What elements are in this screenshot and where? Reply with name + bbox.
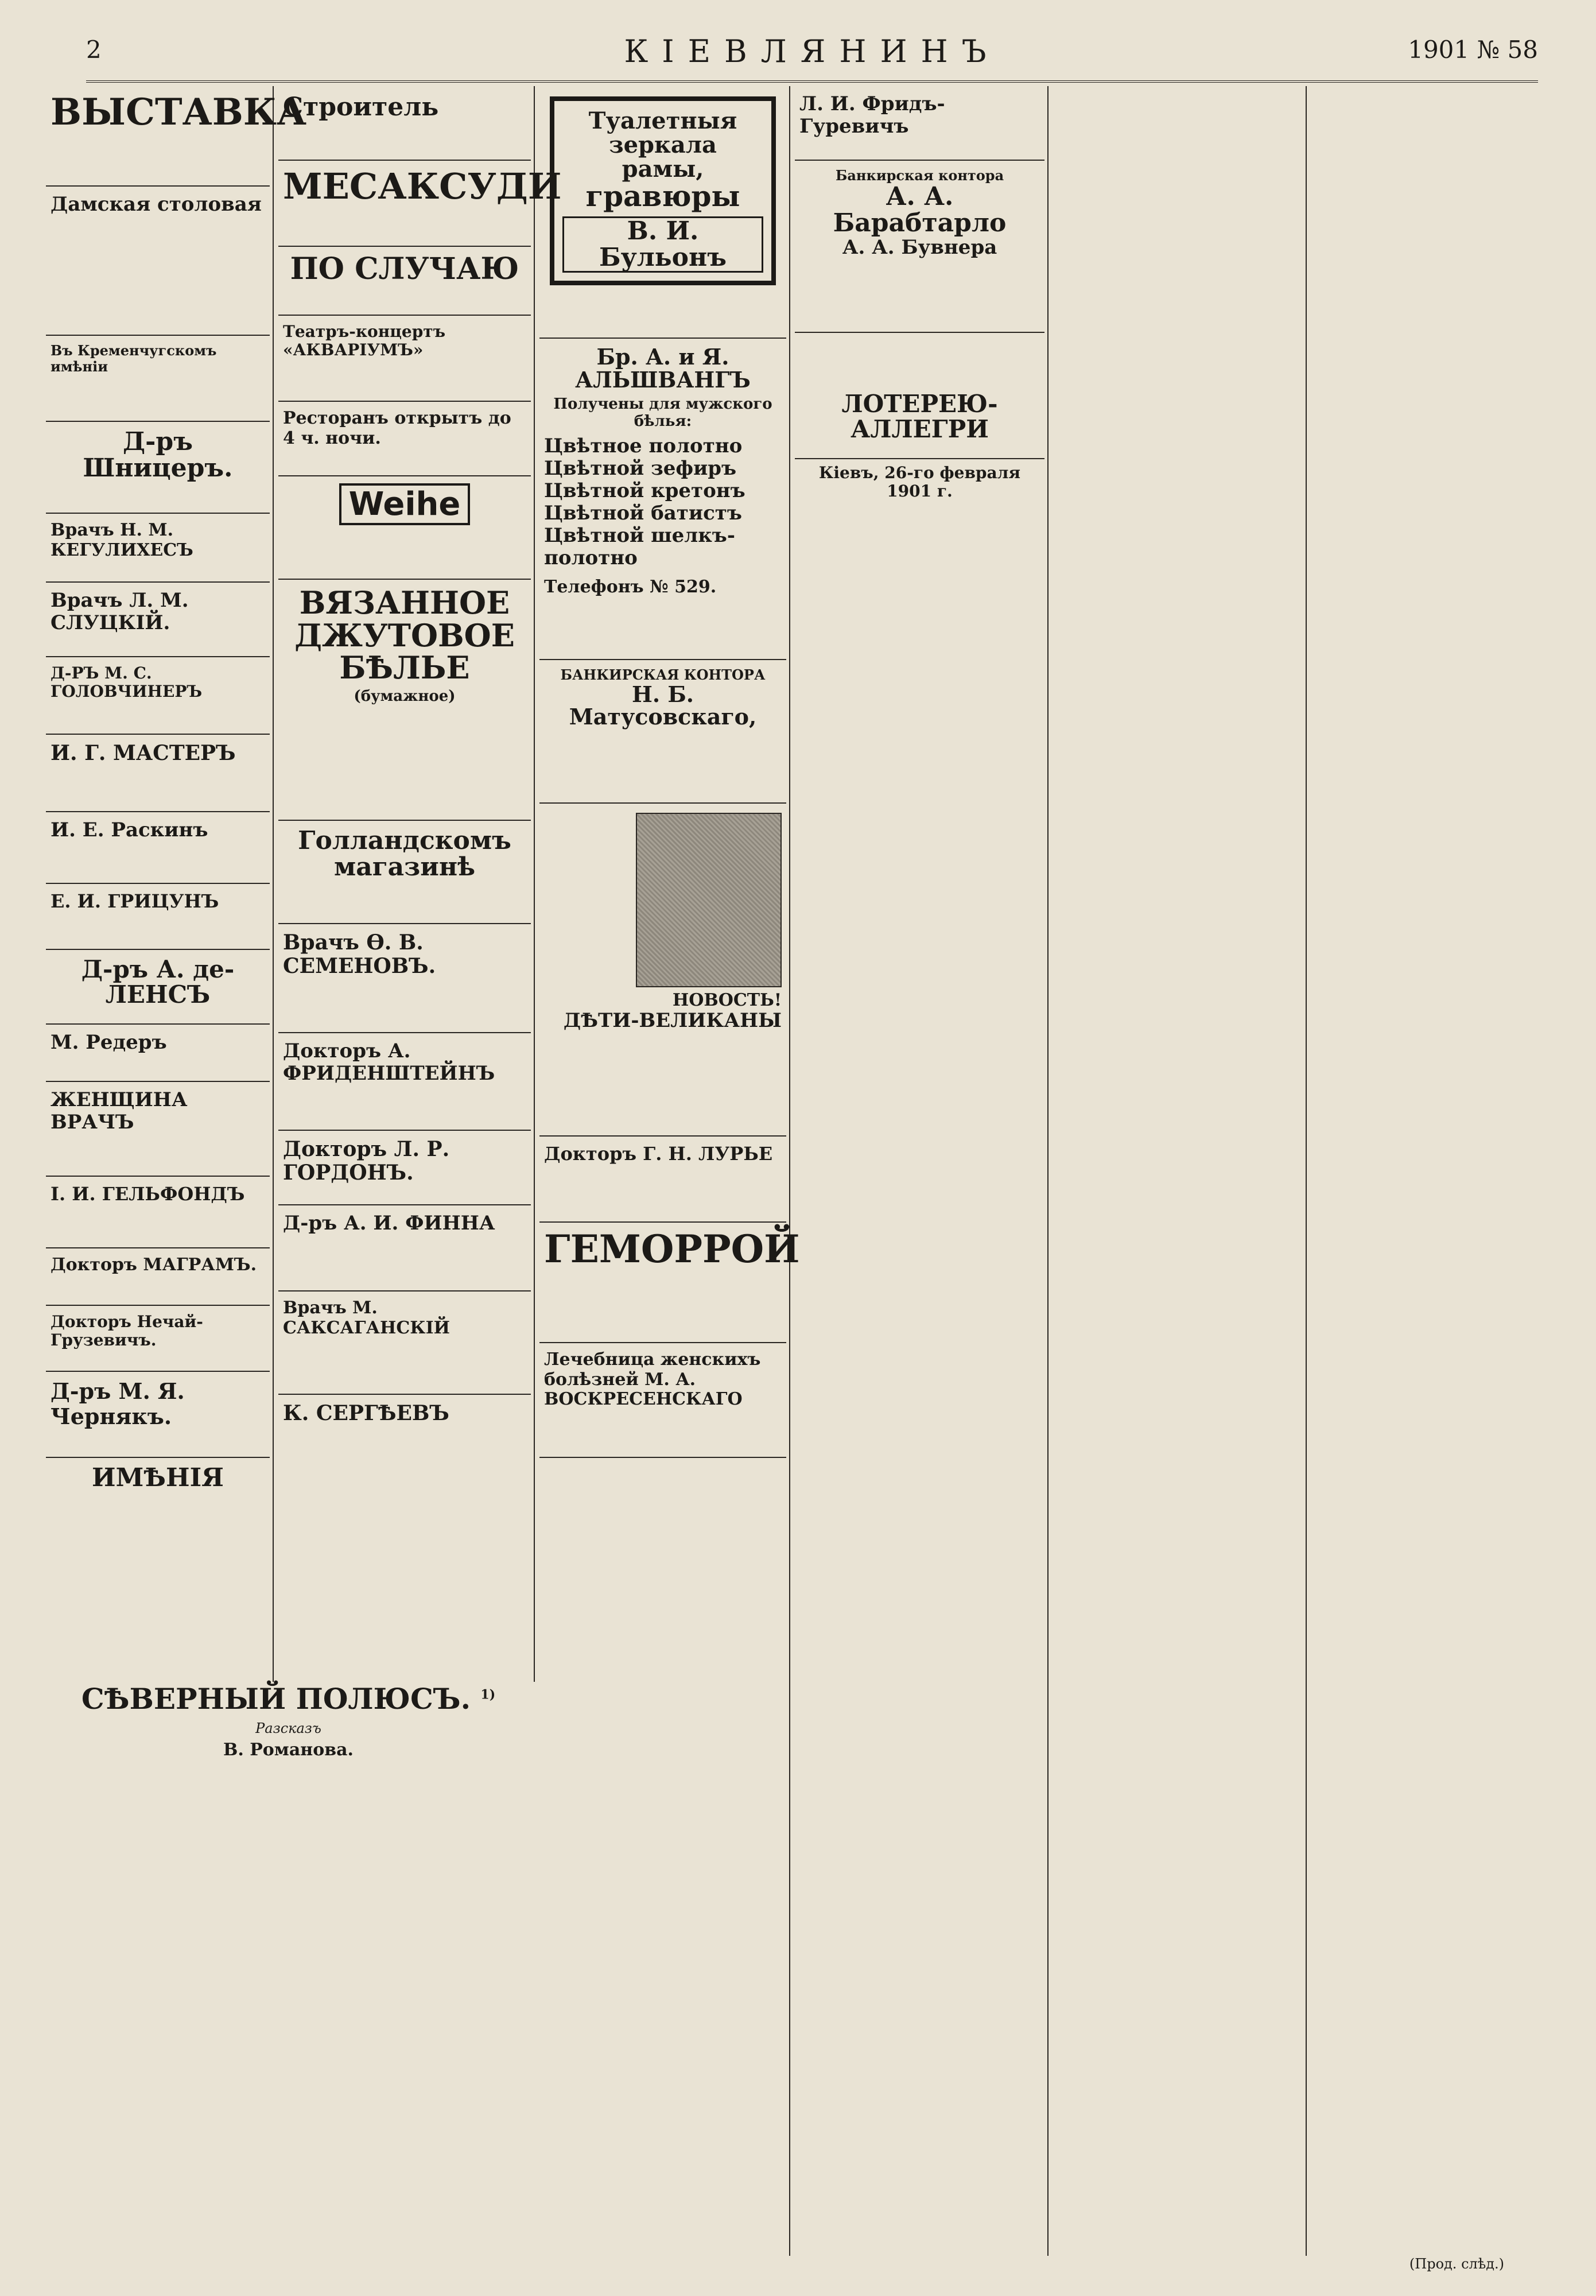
children-photo xyxy=(636,813,782,987)
column-rule xyxy=(534,86,535,1682)
ad-lottery: ЛОТЕРЕЮ-АЛЛЕГРИ xyxy=(795,333,1044,459)
issue-number: 1901 № 58 xyxy=(1408,36,1538,64)
weihe-logo: Weihe xyxy=(339,483,470,525)
mirrors-frame: Туалетныя зеркала рамы, гравюры В. И. Бульонъ xyxy=(550,96,776,285)
ad-jute-underwear: ВЯЗАННОЕ ДЖУТОВОЕ БѢЛЬЕ (бумажное) xyxy=(278,580,531,821)
ad-matusovsky: БАНКИРСКАЯ КОНТОРА Н. Б. Матусовскаго, xyxy=(539,660,786,804)
ad-saksagansky: Врачъ М. САКСАГАНСКІЙ xyxy=(278,1292,531,1395)
ad-master: И. Г. МАСТЕРЪ xyxy=(46,735,270,812)
ad-gemorroy: ГЕМОРРОЙ xyxy=(539,1223,786,1343)
ad-stroitel: Строитель xyxy=(278,86,531,161)
ad-lurye: Докторъ Г. Н. ЛУРЬЕ xyxy=(539,1137,786,1223)
ad-mesaksudi: МЕСАКСУДИ xyxy=(278,161,531,247)
feuilleton-author: В. Романова. xyxy=(223,1740,354,1760)
ad-raskin: И. Е. Раскинъ xyxy=(46,812,270,884)
ads-column-2 xyxy=(278,86,562,1682)
column-rule xyxy=(273,86,274,1682)
ads-column-4 xyxy=(795,86,1044,499)
ad-chernyak: Д-ръ М. Я. Чернякъ. xyxy=(46,1372,270,1458)
ad-mirrors xyxy=(539,86,786,339)
newspaper-title: КІЕВЛЯНИНЪ xyxy=(624,33,1000,69)
ad-restoran: Ресторанъ открытъ до 4 ч. ночи. xyxy=(278,402,531,476)
page-number: 2 xyxy=(86,36,102,64)
ads-column-3 xyxy=(539,86,800,2256)
ad-po-sluchayu: ПО СЛУЧАЮ xyxy=(278,247,531,316)
feuilleton-title: СѢВЕРНЫЙ ПОЛЮСЪ. $^{1)}$ xyxy=(81,1682,496,1716)
column-rule xyxy=(789,86,790,2256)
ad-woman-doctor: ЖЕНЩИНА ВРАЧЪ xyxy=(46,1082,270,1177)
ad-fridenshtein: Докторъ А. ФРИДЕНШТЕЙНЪ xyxy=(278,1033,531,1131)
ad-shnitser: Д-ръ Шницеръ. xyxy=(46,422,270,514)
ad-slutsky: Врачъ Л. М. СЛУЦКІЙ. xyxy=(46,583,270,657)
ad-voskresensky: Лечебница женскихъ болѣзней М. А. ВОСКРЕСЕНСКАГО xyxy=(539,1343,786,1458)
ad-akvarium: Театръ-концертъ «АКВАРІУМЪ» xyxy=(278,316,531,402)
continuation-note: (Прод. слѣд.) xyxy=(1409,2256,1504,2272)
ad-magram: Докторъ МАГРАМЪ. xyxy=(46,1248,270,1306)
ad-frid-gurevich: Л. И. Фридъ-Гуревичъ xyxy=(795,86,1044,161)
feuilleton-genre: Разсказъ xyxy=(255,1720,321,1736)
ad-barabtarlo: Банкирская контора А. А. Барабтарло А. А. Бувнера xyxy=(795,161,1044,333)
ad-golovchiner: Д-РЪ М. С. ГОЛОВЧИНЕРЪ xyxy=(46,657,270,735)
ad-sergeev: К. СЕРГѢЕВЪ xyxy=(283,1401,449,1425)
ad-gelfond: І. И. ГЕЛЬФОНДЪ xyxy=(46,1177,270,1248)
ad-gritsun: Е. И. ГРИЦУНЪ xyxy=(46,884,270,950)
ad-reder: М. Редеръ xyxy=(46,1025,270,1082)
ad-nechay: Докторъ Нечай-Грузевичъ. xyxy=(46,1306,270,1372)
ads-column-1 xyxy=(46,86,307,1682)
ad-vystavka: ВЫСТАВКА xyxy=(46,86,270,187)
ad-dining-room: Дамская столовая xyxy=(46,187,270,336)
column-rule xyxy=(1047,86,1049,2256)
ad-dutch-shop: Голландскомъ магазинѣ xyxy=(278,821,531,924)
ad-giant-children: НОВОСТЬ! ДѢТИ-ВЕЛИКАНЫ xyxy=(539,804,786,1137)
news-dateline: Кіевъ, 26-го февраля 1901 г. xyxy=(818,463,1021,501)
ad-semenov: Врачъ Ѳ. В. СЕМЕНОВЪ. xyxy=(278,924,531,1033)
column-rule xyxy=(1306,86,1307,2256)
ad-estate: Въ Кременчугскомъ имѣніи xyxy=(46,336,270,422)
ad-weihe xyxy=(278,476,531,580)
ad-gordon: Докторъ Л. Р. ГОРДОНЪ. xyxy=(278,1131,531,1205)
masthead xyxy=(86,23,1538,83)
ad-delens: Д-ръ А. де-ЛЕНСЪ xyxy=(46,950,270,1025)
ad-alshvang: Бр. А. и Я. АЛЬШВАНГЪ Получены для мужского бѣлья: Цвѣтное полотно Цвѣтной зефиръ Цвѣтной кретонъ Цвѣтной батистъ Цвѣтной шелкъ-полотно Телефонъ № 529. xyxy=(539,339,786,660)
feuilleton-header xyxy=(46,1682,531,1808)
ad-kegulikhes: Врачъ Н. М. КЕГУЛИХЕСЪ xyxy=(46,514,270,583)
ad-finn: Д-ръ А. И. ФИННА xyxy=(278,1205,531,1292)
ad-estates-sale: ИМѢНІЯ xyxy=(92,1463,224,1492)
